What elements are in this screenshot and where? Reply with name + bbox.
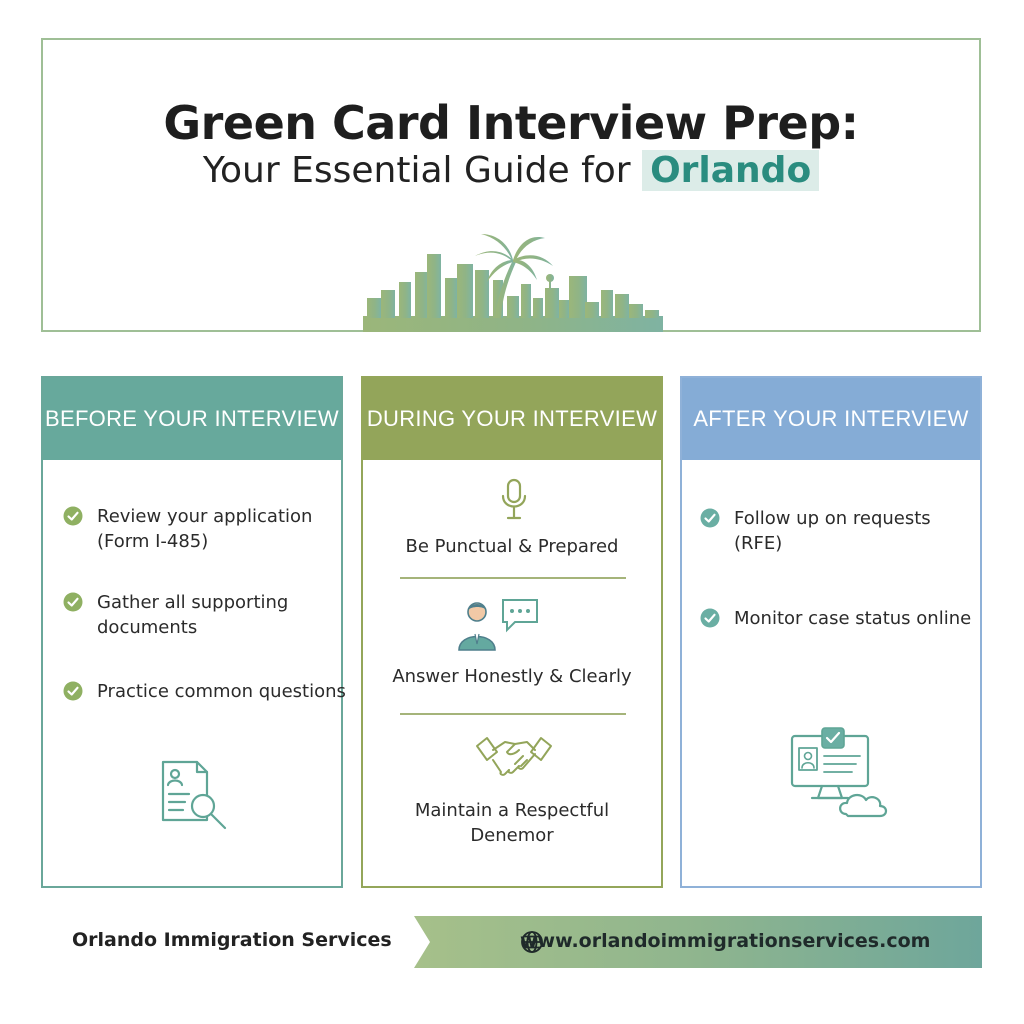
before-interview-card	[41, 376, 346, 888]
during-interview-card	[361, 376, 663, 888]
list-item	[63, 679, 346, 704]
handshake-icon	[475, 732, 553, 784]
list-item-text: Monitor case status online	[734, 608, 972, 629]
header-panel	[41, 38, 981, 332]
check-leaf-icon	[63, 592, 83, 612]
check-leaf-icon	[63, 681, 83, 701]
list-item	[63, 590, 323, 640]
during-item-honest: Answer Honestly & Clearly	[392, 666, 632, 687]
divider	[400, 713, 626, 715]
list-item	[700, 606, 975, 631]
microphone-icon	[501, 478, 527, 520]
after-interview-card	[680, 376, 982, 888]
website-link[interactable]	[520, 930, 930, 952]
list-item	[63, 504, 323, 554]
globe-icon	[520, 930, 544, 954]
document-magnifier-icon	[159, 758, 233, 834]
list-item-text: Follow up on requests (RFE)	[734, 508, 931, 554]
list-item	[700, 506, 970, 556]
divider	[400, 577, 626, 579]
list-item-text: Practice common questions	[97, 681, 346, 702]
website-url-text: www.orlandoimmigrationservices.com	[520, 930, 931, 952]
list-item-text: Review your application (Form I-485)	[97, 506, 313, 552]
subtitle-city-highlight: Orlando	[642, 150, 819, 191]
orlando-skyline-icon	[363, 220, 663, 332]
list-item-text: Gather all supporting documents	[97, 592, 289, 638]
during-interview-heading: DURING YOUR INTERVIEW	[363, 378, 661, 460]
organization-name: Orlando Immigration Services	[72, 929, 392, 951]
website-banner	[414, 916, 982, 968]
page-subtitle	[43, 150, 979, 191]
check-leaf-icon	[63, 506, 83, 526]
monitor-cloud-icon	[790, 726, 890, 822]
during-item-respectful: Maintain a Respectful Denemor	[414, 800, 610, 846]
before-interview-heading: BEFORE YOUR INTERVIEW	[43, 378, 341, 460]
check-circle-icon	[700, 608, 720, 628]
after-interview-heading: AFTER YOUR INTERVIEW	[682, 378, 980, 460]
during-item-punctual: Be Punctual & Prepared	[405, 536, 619, 557]
person-speech-icon	[457, 598, 541, 654]
check-circle-icon	[700, 508, 720, 528]
subtitle-prefix: Your Essential Guide for	[202, 150, 643, 191]
page-title: Green Card Interview Prep:	[163, 96, 859, 150]
